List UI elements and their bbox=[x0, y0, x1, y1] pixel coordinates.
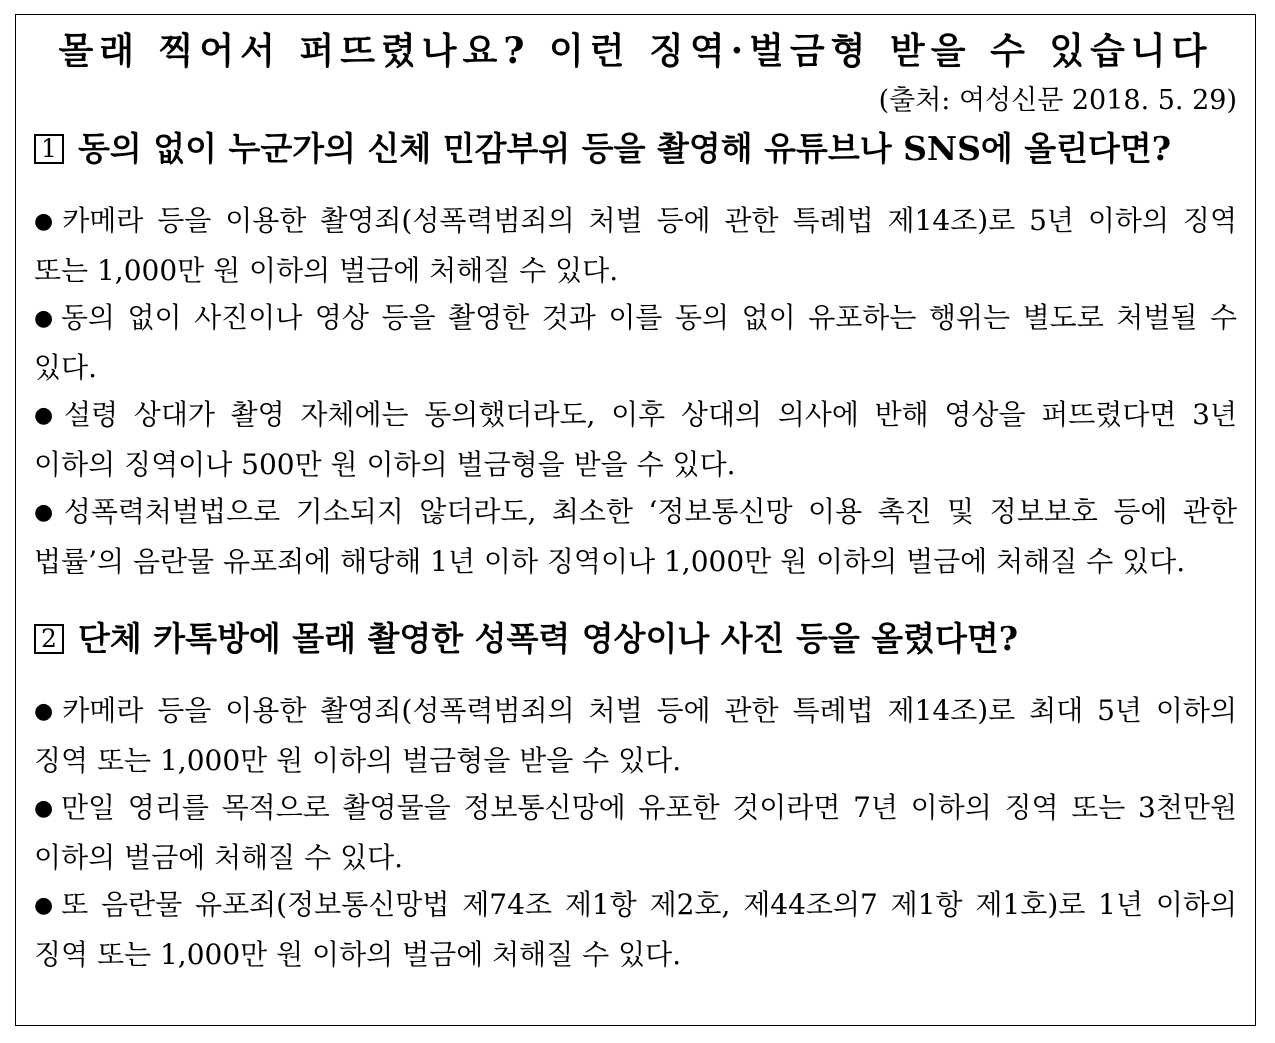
list-item-text: 동의 없이 사진이나 영상 등을 촬영한 것과 이를 동의 없이 유포하는 행위는 별도로 처벌될 수 있다. bbox=[34, 301, 1237, 384]
list-item bbox=[34, 881, 1237, 978]
source-citation: (출처: 여성신문 2018. 5. 29) bbox=[878, 85, 1237, 116]
section-2-heading bbox=[34, 615, 1237, 663]
section-1-number: 1 bbox=[34, 134, 64, 164]
bullet-icon: ● bbox=[34, 403, 60, 428]
document-frame bbox=[15, 14, 1256, 1026]
list-item-text: 카메라 등을 이용한 촬영죄(성폭력범죄의 처벌 등에 관한 특례법 제14조)로 최대 5년 이하의 징역 또는 1,000만 원 이하의 벌금형을 받을 수 있다. bbox=[34, 694, 1237, 777]
list-item bbox=[34, 687, 1237, 784]
list-item bbox=[34, 294, 1237, 391]
document-title: 몰래 찍어서 퍼뜨렸나요? 이런 징역·벌금형 받을 수 있습니다 bbox=[58, 30, 1213, 72]
section-2-list bbox=[34, 687, 1237, 978]
bullet-icon: ● bbox=[34, 893, 58, 918]
bullet-icon: ● bbox=[34, 306, 57, 331]
section-1-heading-text: 동의 없이 누군가의 신체 민감부위 등을 촬영해 유튜브나 SNS에 올린다면? bbox=[78, 129, 1172, 168]
list-item-text: 성폭력처벌법으로 기소되지 않더라도, 최소한 ‘정보통신망 이용 촉진 및 정보보호 등에 관한 법률’의 음란물 유포죄에 해당해 1년 이하 징역이나 1,000만 원 이하의 벌금에 처해질 수 있다. bbox=[34, 495, 1237, 578]
bullet-icon: ● bbox=[34, 796, 57, 821]
section-2-number: 2 bbox=[34, 624, 64, 654]
list-item-text: 또 음란물 유포죄(정보통신망법 제74조 제1항 제2호, 제44조의7 제1항 제1호)로 1년 이하의 징역 또는 1,000만 원 이하의 벌금에 처해질 수 있다. bbox=[34, 888, 1238, 971]
section-1-list bbox=[34, 197, 1237, 585]
bullet-icon: ● bbox=[34, 209, 59, 234]
section-1-heading bbox=[34, 125, 1237, 173]
list-item bbox=[34, 784, 1237, 881]
list-item bbox=[34, 391, 1237, 488]
list-item bbox=[34, 488, 1237, 585]
list-item-text: 카메라 등을 이용한 촬영죄(성폭력범죄의 처벌 등에 관한 특례법 제14조)로 5년 이하의 징역 또는 1,000만 원 이하의 벌금에 처해질 수 있다. bbox=[34, 204, 1237, 287]
section-2-heading-text: 단체 카톡방에 몰래 촬영한 성폭력 영상이나 사진 등을 올렸다면? bbox=[78, 619, 1019, 658]
bullet-icon: ● bbox=[34, 699, 59, 724]
list-item-text: 설령 상대가 촬영 자체에는 동의했더라도, 이후 상대의 의사에 반해 영상을 퍼뜨렸다면 3년 이하의 징역이나 500만 원 이하의 벌금형을 받을 수 있다. bbox=[34, 398, 1237, 481]
list-item bbox=[34, 197, 1237, 294]
list-item-text: 만일 영리를 목적으로 촬영물을 정보통신망에 유포한 것이라면 7년 이하의 징역 또는 3천만원 이하의 벌금에 처해질 수 있다. bbox=[34, 791, 1237, 874]
bullet-icon: ● bbox=[34, 500, 60, 525]
